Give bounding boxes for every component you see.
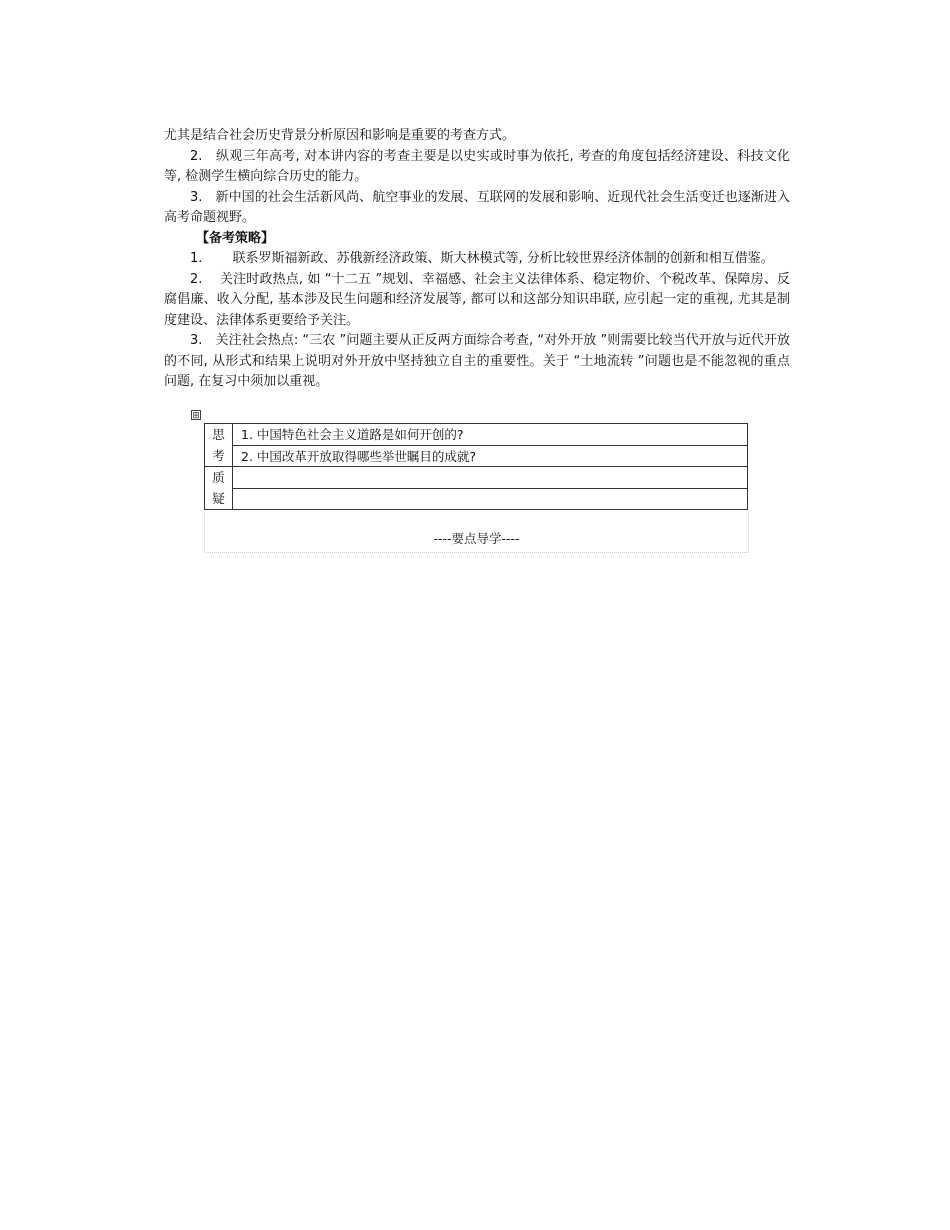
label-char: 质 xyxy=(212,470,225,485)
table-anchor-icon: ⊞ xyxy=(192,411,200,421)
table-row xyxy=(205,445,748,467)
question-cell-1: 1. 中国特色社会主义道路是如何开创的? xyxy=(233,424,748,446)
label-char: 考 xyxy=(212,448,225,463)
strategy-heading: 【备考策略】 xyxy=(196,230,275,246)
intro-paragraph-2: 2. 纵观三年高考, 对本讲内容的考查主要是以史实或时事为依托, 考查的角度包括经济建设、科技文化等, 检测学生横向综合历史的能力。 xyxy=(164,148,790,184)
think-label-cell xyxy=(205,424,233,467)
table-row xyxy=(205,467,748,489)
think-question-table xyxy=(204,423,748,510)
guide-title: ----要点导学---- xyxy=(433,531,520,546)
question-cell-2: 2. 中国改革开放取得哪些举世瞩目的成就? xyxy=(233,445,748,467)
doubt-cell-1[interactable] xyxy=(233,467,748,489)
intro-paragraph-3: 3. 新中国的社会生活新风尚、航空事业的发展、互联网的发展和影响、近现代社会生活变迁也逐渐进入高考命题视野。 xyxy=(164,189,790,225)
table-row xyxy=(205,488,748,510)
table-row xyxy=(205,424,748,446)
key-points-guide-box xyxy=(204,512,749,553)
document-body xyxy=(164,126,790,393)
strategy-item-1: 1. 联系罗斯福新政、苏俄新经济政策、斯大林模式等, 分析比较世界经济体制的创新和相互借鉴。 xyxy=(190,251,774,266)
strategy-item-3: 3. 关注社会热点: “三农 ”问题主要从正反两方面综合考查, “对外开放 ”则需要比较当代开放与近代开放的不同, 从形式和结果上说明对外开放中坚持独立自主的重要性。关于 “土地流转 ”问题也是不能忽视的重点问题, 在复习中须加以重视。 xyxy=(164,333,790,389)
doubt-cell-2[interactable] xyxy=(233,488,748,510)
label-char: 思 xyxy=(212,427,225,442)
doubt-label-cell xyxy=(205,467,233,510)
intro-paragraph-1: 尤其是结合社会历史背景分析原因和影响是重要的考查方式。 xyxy=(164,128,516,143)
label-char: 疑 xyxy=(212,491,225,506)
strategy-item-2: 2. 关注时政热点, 如 “十二五 ”规划、幸福感、社会主义法律体系、稳定物价、个税改革、保障房、反腐倡廉、收入分配, 基本涉及民生问题和经济发展等, 都可以和这部分知识串联, 应引起一定的重视, 尤其是制度建设、法律体系更要给予关注。 xyxy=(164,271,790,328)
